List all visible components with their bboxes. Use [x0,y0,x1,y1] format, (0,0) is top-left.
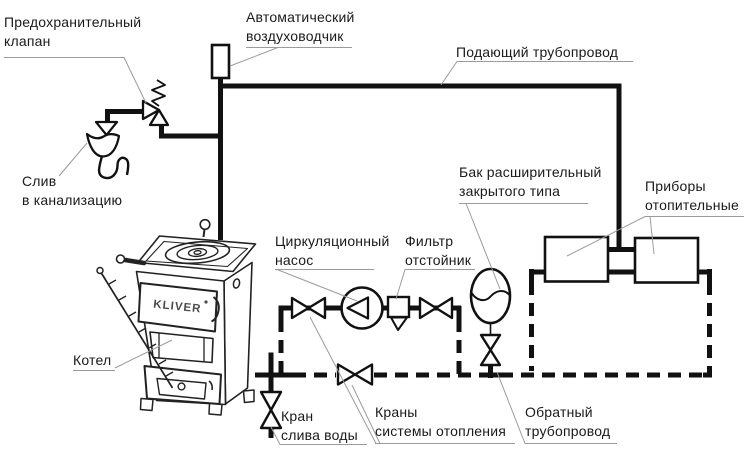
label-line: отстойник [405,252,472,268]
label-line: Подающий трубопровод [456,44,619,60]
label-line: насос [275,252,314,268]
tank-and-loop-junctions [482,269,712,378]
label-line: в канализацию [22,192,123,208]
funnel-icon [87,134,119,157]
pump-line-valve-left [292,298,325,318]
label-line: Автоматический [246,9,355,25]
label-drain-valve [281,407,358,445]
drain-funnel-symbol [87,122,128,178]
label-line: закрытого типа [459,183,561,199]
thermometer-knob [200,220,210,230]
safety-valve-symbol [143,80,168,125]
label-line: Приборы [645,178,706,194]
label-supply-pipe [456,43,618,62]
label-heaters [645,177,739,215]
label-line: Фильтр [405,233,454,249]
label-line: воздуховодчик [246,28,344,44]
label-system-valves [375,403,506,441]
pump-symbol [342,288,383,329]
radiator-2 [635,238,698,283]
label-line: Предохранительный [4,14,142,30]
label-line: Обратный [525,404,593,420]
thermometer-stem [204,229,205,237]
label-line: системы отопления [375,423,507,439]
pump-line-valve-right [420,298,452,318]
label-filter [405,232,471,270]
label-line: трубопровод [525,423,611,439]
label-boiler [73,351,111,370]
radiator-1 [545,237,608,282]
label-air-vent [246,8,355,46]
label-line: Краны [375,404,418,420]
drain-valve-symbol [261,392,281,428]
label-line: Котел [73,352,112,368]
label-line: клапан [4,33,51,49]
tank-valve-symbol [481,335,500,365]
expansion-tank-symbol [471,269,510,334]
air-vent-symbol [212,45,229,78]
filter-symbol [388,297,409,330]
label-line: Слив [22,173,57,189]
boiler-leg [209,404,222,416]
label-line: отопительные [645,197,739,213]
label-line: Циркуляционный [275,233,390,249]
boiler-illustration [97,220,256,415]
label-line: Бак расширительный [459,164,602,180]
down-arrow-icon [96,122,117,135]
boiler-leg [141,399,154,411]
label-line: слива воды [281,427,358,443]
label-safety-valve [4,13,141,51]
boiler-brand-text: KLIVER [152,298,202,316]
label-return-pipe [525,403,610,441]
boiler-leg [244,390,255,403]
label-pump [275,232,389,270]
label-expansion-tank [459,163,601,201]
label-drain-sewer [22,172,122,210]
label-line: Кран [281,408,314,424]
